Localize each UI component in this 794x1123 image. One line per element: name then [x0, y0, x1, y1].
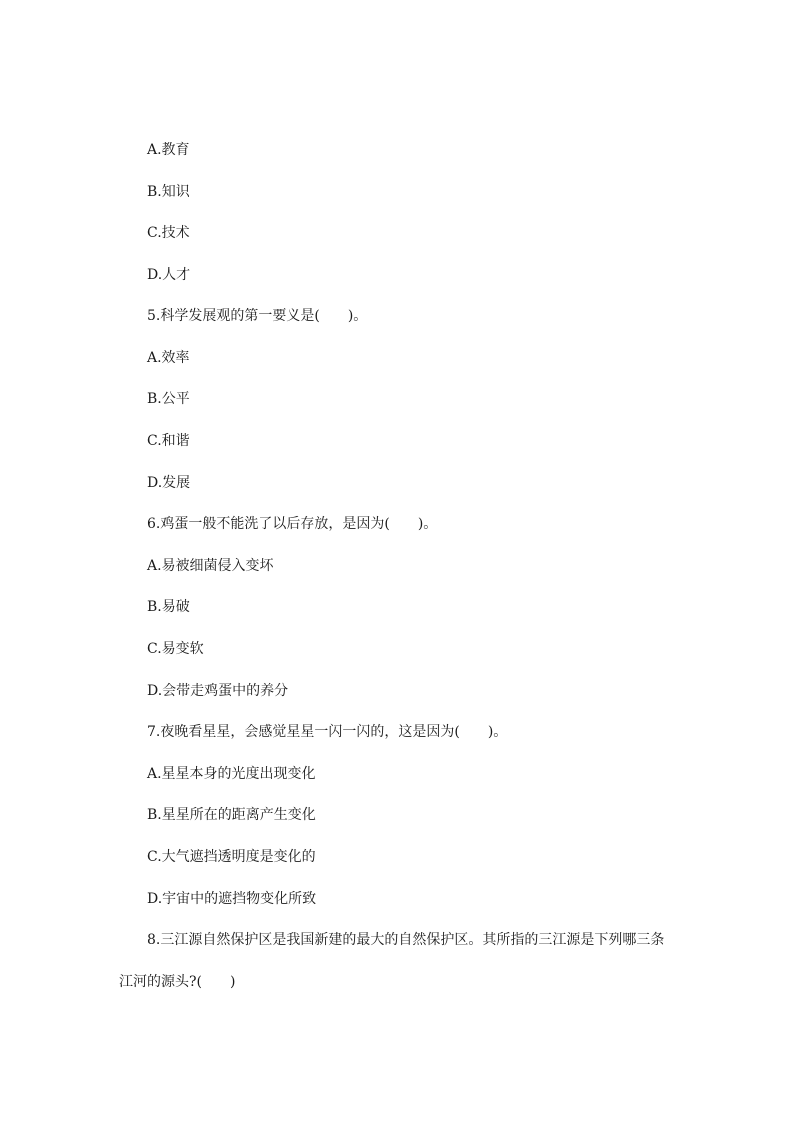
- question-8: 8.三江源自然保护区是我国新建的最大的自然保护区。其所指的三江源是下列哪三条: [147, 932, 665, 948]
- option-b: B.知识: [147, 184, 190, 200]
- option-b: B.星星所在的距离产生变化: [147, 807, 316, 823]
- option-c: C.易变软: [147, 641, 204, 657]
- option-a: A.教育: [147, 142, 190, 158]
- option-d: D.人才: [147, 267, 191, 283]
- option-c: C.和谐: [147, 433, 190, 449]
- option-b: B.公平: [147, 391, 190, 407]
- option-c: C.技术: [147, 225, 190, 241]
- question-5: 5.科学发展观的第一要义是( )。: [147, 308, 368, 324]
- option-d: D.宇宙中的遮挡物变化所致: [147, 891, 317, 907]
- option-b: B.易破: [147, 599, 190, 615]
- option-a: A.效率: [147, 350, 190, 366]
- option-a: A.易被细菌侵入变坏: [147, 558, 274, 574]
- option-d: D.发展: [147, 475, 191, 491]
- question-6: 6.鸡蛋一般不能洗了以后存放，是因为( )。: [147, 516, 438, 532]
- question-7: 7.夜晚看星星，会感觉星星一闪一闪的，这是因为( )。: [147, 724, 508, 740]
- option-c: C.大气遮挡透明度是变化的: [147, 849, 316, 865]
- question-8-continuation: 江河的源头?( ): [119, 974, 236, 990]
- option-a: A.星星本身的光度出现变化: [147, 766, 316, 782]
- option-d: D.会带走鸡蛋中的养分: [147, 683, 289, 699]
